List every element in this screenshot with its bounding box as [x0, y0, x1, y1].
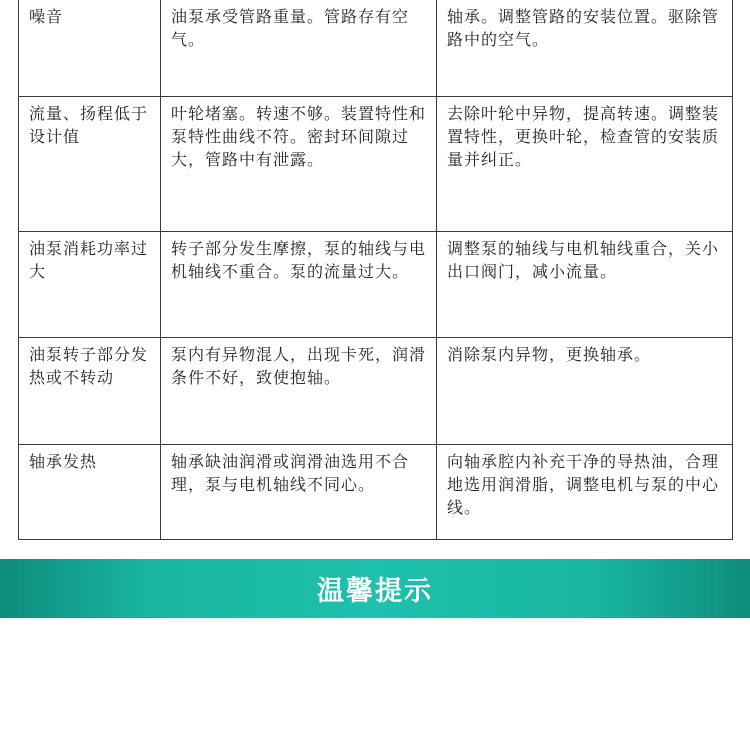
remedy-cell: 调整泵的轴线与电机轴线重合，关小出口阀门，减小流量。 — [437, 231, 733, 337]
symptom-cell: 油泵消耗功率过大 — [19, 231, 161, 337]
symptom-cell: 油泵转子部分发热或不转动 — [19, 337, 161, 444]
symptom-cell: 噪音 — [19, 0, 161, 96]
remedy-cell: 消除泵内异物，更换轴承。 — [437, 337, 733, 444]
cause-cell: 油泵承受管路重量。管路存有空气。 — [161, 0, 437, 96]
table-row — [19, 337, 733, 444]
troubleshooting-table — [18, 0, 733, 540]
cause-cell: 泵内有异物混人，出现卡死，润滑条件不好，致使抱轴。 — [161, 337, 437, 444]
cause-cell: 叶轮堵塞。转速不够。装置特性和泵特性曲线不符。密封环间隙过大，管路中有泄露。 — [161, 96, 437, 231]
table-row — [19, 444, 733, 539]
symptom-cell: 轴承发热 — [19, 444, 161, 539]
tips-banner — [0, 559, 750, 618]
table-row — [19, 231, 733, 337]
remedy-cell: 向轴承腔内补充干净的导热油，合理地选用润滑脂，调整电机与泵的中心线。 — [437, 444, 733, 539]
table-row — [19, 0, 733, 96]
remedy-cell: 去除叶轮中异物，提高转速。调整装置特性，更换叶轮，检查管的安装质量并纠正。 — [437, 96, 733, 231]
table-row — [19, 96, 733, 231]
banner-title: 温馨提示 — [317, 576, 433, 607]
symptom-cell: 流量、扬程低于设计值 — [19, 96, 161, 231]
cause-cell: 转子部分发生摩擦，泵的轴线与电机轴线不重合。泵的流量过大。 — [161, 231, 437, 337]
remedy-cell: 轴承。调整管路的安装位置。驱除管路中的空气。 — [437, 0, 733, 96]
cause-cell: 轴承缺油润滑或润滑油选用不合理，泵与电机轴线不同心。 — [161, 444, 437, 539]
